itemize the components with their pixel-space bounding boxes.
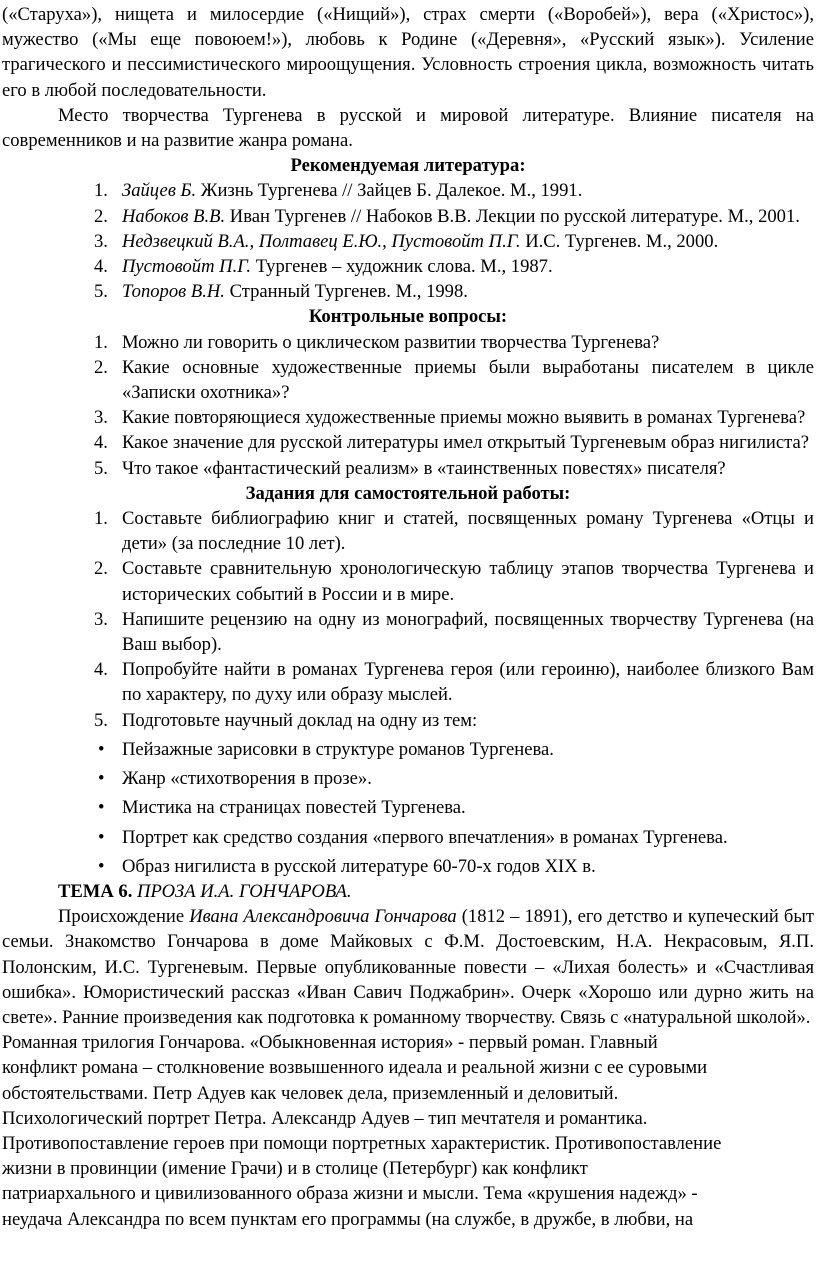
questions-list <box>2 330 814 481</box>
task-item: 2. Составьте сравнительную хронологическую таблицу этапов творчества Тургенева и исторических событий в России и в мире. <box>94 558 814 605</box>
bullet-icon: • <box>98 797 105 819</box>
intro-paragraph-1: («Старуха»), нищета и милосердие («Нищий»), страх смерти («Воробей»), вера («Христос»), мужество («Мы еще повоюем!»), любовь к Родине («Деревня», «Русский язык»). Усиление трагического и пессимистического мироощущения. Условность строения цикла, возможность читать его в любой последовательности. <box>2 4 814 101</box>
bullet-icon: • <box>98 826 105 848</box>
literature-author: Топоров В.Н. <box>122 281 225 303</box>
literature-author: Пустовойт П.Г. <box>122 256 252 278</box>
task-item: 3. Напишите рецензию на одну из монографий, посвященных творчеству Тургенева (на Ваш выбор). <box>94 608 814 656</box>
bullet-item: • Пейзажные зарисовки в структуре романов Тургенева. <box>2 737 814 762</box>
literature-item: 5. Топоров В.Н. Странный Тургенев. М., 1998. <box>94 281 468 303</box>
literature-item: 3. Недзвецкий В.А., Полтавец Е.Ю., Пустовойт П.Г. И.С. Тургенев. М., 2000. <box>94 230 719 252</box>
question-item: 1. Можно ли говорить о циклическом развитии творчества Тургенева? <box>94 331 660 353</box>
bullet-item: • Образ нигилиста в русской литературе 60-70-х годов XIX в. <box>2 854 814 879</box>
topic-paragraph-2: Романная трилогия Гончарова. «Обыкновенная история» - первый роман. Главный конфликт романа – столкновение возвышенного идеала и реальной жизни с ее суровыми обстоятельствами. Петр Адуев как человек дела, приземленный и деловитый. Психологический портрет Петра. Александр Адуев – тип мечтателя и романтика. Противопоставление героев при помощи портретных характеристик. Противопоставление жизни в провинции (имение Грачи) и в столице (Петербург) как конфликт патриархального и цивилизованного образа жизни и мысли. Тема «крушения надежд» - неудача Александра по всем пунктам его программы (на службе, в дружбе, в любви, на <box>2 1032 722 1230</box>
bullet-icon: • <box>98 855 105 877</box>
topic-title: ПРОЗА И.А. ГОНЧАРОВА. <box>137 880 352 902</box>
literature-text: И.С. Тургенев. М., 2000. <box>520 230 719 252</box>
questions-heading: Контрольные вопросы: <box>308 306 508 328</box>
literature-text: Иван Тургенев // Набоков В.В. Лекции по русской литературе. М., 2001. <box>225 205 800 227</box>
literature-item: 1. Зайцев Б. Жизнь Тургенева // Зайцев Б. Далекое. М., 1991. <box>94 180 583 202</box>
question-item: 5. Что такое «фантастический реализм» в «таинственных повестях» писателя? <box>94 457 726 479</box>
literature-item: 2. Набоков В.В. Иван Тургенев // Набоков В.В. Лекции по русской литературе. М., 2001. <box>94 205 800 227</box>
topics-bullet-list <box>2 737 814 879</box>
tasks-list <box>2 506 814 733</box>
literature-list <box>2 178 814 304</box>
topic-paragraph-1: Происхождение Ивана Александровича Гончарова (1812 – 1891), его детство и купеческий быт семьи. Знакомство Гончарова в доме Майковых с Ф.М. Достоевским, Н.А. Некрасовым, Я.П. Полонским, И.С. Тургеневым. Первые опубликованные повести – «Лихая болесть» и «Счастливая ошибка». Юмористический рассказ «Иван Савич Поджабрин». Очерк «Хорошо или дурно жить на свете». Ранние произведения как подготовка к романному творчеству. Связь с «натуральной школой». <box>2 906 815 1028</box>
author-name: Ивана Александровича Гончарова <box>189 906 457 928</box>
bullet-item: • Портрет как средство создания «первого впечатления» в романах Тургенева. <box>2 825 814 850</box>
literature-author: Зайцев Б. <box>122 180 197 202</box>
bullet-item: • Мистика на страницах повестей Тургенева. <box>2 795 814 820</box>
literature-item: 4. Пустовойт П.Г. Тургенев – художник слова. М., 1987. <box>94 256 553 278</box>
literature-heading: Рекомендуемая литература: <box>290 155 526 177</box>
bullet-icon: • <box>98 768 105 790</box>
task-item: 1. Составьте библиографию книг и статей, посвященных роману Тургенева «Отцы и дети» (за последние 10 лет). <box>94 508 814 555</box>
topic-label: ТЕМА 6. <box>58 880 133 902</box>
question-item: 3. Какие повторяющиеся художественные приемы можно выявить в романах Тургенева? <box>94 407 806 429</box>
tasks-heading: Задания для самостоятельной работы: <box>245 482 571 504</box>
topic-heading <box>2 879 814 904</box>
question-item: 2. Какие основные художественные приемы были выработаны писателем в цикле «Записки охотника»? <box>94 356 814 404</box>
literature-author: Набоков В.В. <box>122 205 226 227</box>
question-item: 4. Какое значение для русской литературы имел открытый Тургеневым образ нигилиста? <box>94 432 809 454</box>
literature-author: Недзвецкий В.А., Полтавец Е.Ю., Пустовойт П.Г. <box>122 230 521 252</box>
literature-text: Тургенев – художник слова. М., 1987. <box>251 256 553 278</box>
task-item: 5. Подготовьте научный доклад на одну из тем: <box>94 709 478 731</box>
bullet-icon: • <box>98 738 105 760</box>
task-item: 4. Попробуйте найти в романах Тургенева героя (или героиню), наиболее близкого Вам по характеру, по духу или образу мыслей. <box>94 659 814 706</box>
literature-text: Жизнь Тургенева // Зайцев Б. Далекое. М., 1991. <box>196 180 583 202</box>
literature-text: Странный Тургенев. М., 1998. <box>224 281 468 303</box>
bullet-item: • Жанр «стихотворения в прозе». <box>2 766 814 791</box>
intro-paragraph-2: Место творчества Тургенева в русской и мировой литературе. Влияние писателя на современников и на развитие жанра романа. <box>2 104 814 152</box>
